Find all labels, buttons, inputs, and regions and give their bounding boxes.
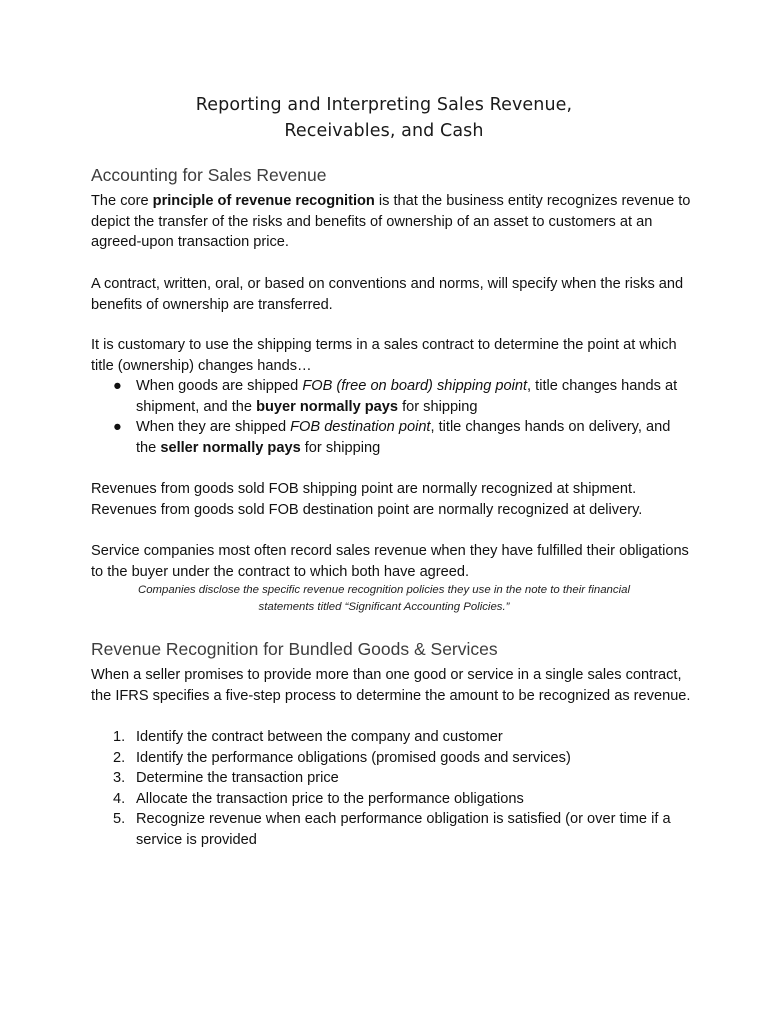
step-text: Identify the contract between the company and customer (136, 729, 503, 745)
list-item (91, 727, 691, 748)
note-line: statements titled “Significant Accounting Policies.” (258, 600, 510, 613)
step-number: 3. (113, 770, 126, 787)
text-run: for shipping (398, 398, 478, 415)
text-run: , title changes hands on delivery, and the (136, 419, 671, 456)
title-line-1: Reporting and Interpreting Sales Revenue, (195, 95, 573, 115)
list-item (91, 376, 691, 417)
paragraph-service-companies: Service companies most often record sales revenue when they have fulfilled their obligations to the buyer under the contract to which both have agreed. (91, 543, 689, 580)
title-line-2: Receivables, and Cash (284, 121, 484, 141)
step-number: 2. (113, 749, 126, 766)
text-run: for shipping (300, 439, 381, 456)
bullet-marker: ● (113, 378, 122, 394)
text-run: The core (91, 193, 153, 209)
list-item (91, 789, 691, 810)
paragraph-contract: A contract, written, oral, or based on conventions and norms, will specify when the risks and benefits of ownership are transferred. (91, 276, 684, 313)
text-run: When they are shipped (136, 419, 291, 436)
paragraph-fob-recognition (91, 479, 691, 520)
step-text: Allocate the transaction price to the performance obligations (136, 790, 524, 807)
paragraph-revenue-principle (91, 191, 691, 253)
section-heading-sales-revenue: Accounting for Sales Revenue (91, 165, 327, 185)
bold-term: buyer normally pays (256, 398, 399, 415)
text-run: When goods are shipped (136, 378, 303, 394)
step-number: 1. (113, 729, 126, 745)
text-line: Revenues from goods sold FOB shipping point are normally recognized at shipment. (91, 481, 637, 497)
section-heading-bundled: Revenue Recognition for Bundled Goods & Services (91, 639, 498, 659)
note-line: Companies disclose the specific revenue recognition policies they use in the note to their financial (138, 584, 630, 596)
bold-term: principle of revenue recognition (152, 193, 375, 209)
list-item (91, 748, 691, 769)
paragraph-five-step: When a seller promises to provide more than one good or service in a single sales contract, the IFRS specifies a five-step process to determine the amount to be recognized as revenue. (91, 667, 691, 704)
text-run: , title changes hands at shipment, and the (136, 378, 678, 415)
step-text: Determine the transaction price (136, 770, 339, 787)
italic-term: FOB (free on board) shipping point (302, 378, 528, 394)
list-item (91, 417, 691, 458)
italic-term: FOB destination point (290, 419, 431, 436)
step-text: Recognize revenue when each performance obligation is satisfied (or over time if a service is provided (136, 811, 671, 848)
bold-term: seller normally pays (160, 439, 301, 456)
italic-note (91, 582, 677, 615)
step-number: 5. (113, 811, 126, 828)
text-line: Revenues from goods sold FOB destination point are normally recognized at delivery. (91, 501, 643, 518)
text-run: is that the business entity recognizes revenue to depict the transfer of the risks and benefits of ownership of an asset to customers at an agreed-upon transaction price. (91, 193, 691, 251)
step-number: 4. (113, 790, 126, 807)
document-title (0, 92, 768, 144)
numbered-list (91, 727, 691, 851)
list-item (91, 768, 691, 789)
bullet-marker: ● (113, 419, 122, 436)
bullet-list (91, 376, 691, 458)
step-text: Identify the performance obligations (promised goods and services) (136, 749, 571, 766)
paragraph-shipping-terms: It is customary to use the shipping terms in a sales contract to determine the point at which title (ownership) changes hands… (91, 337, 677, 374)
list-item (91, 809, 691, 850)
